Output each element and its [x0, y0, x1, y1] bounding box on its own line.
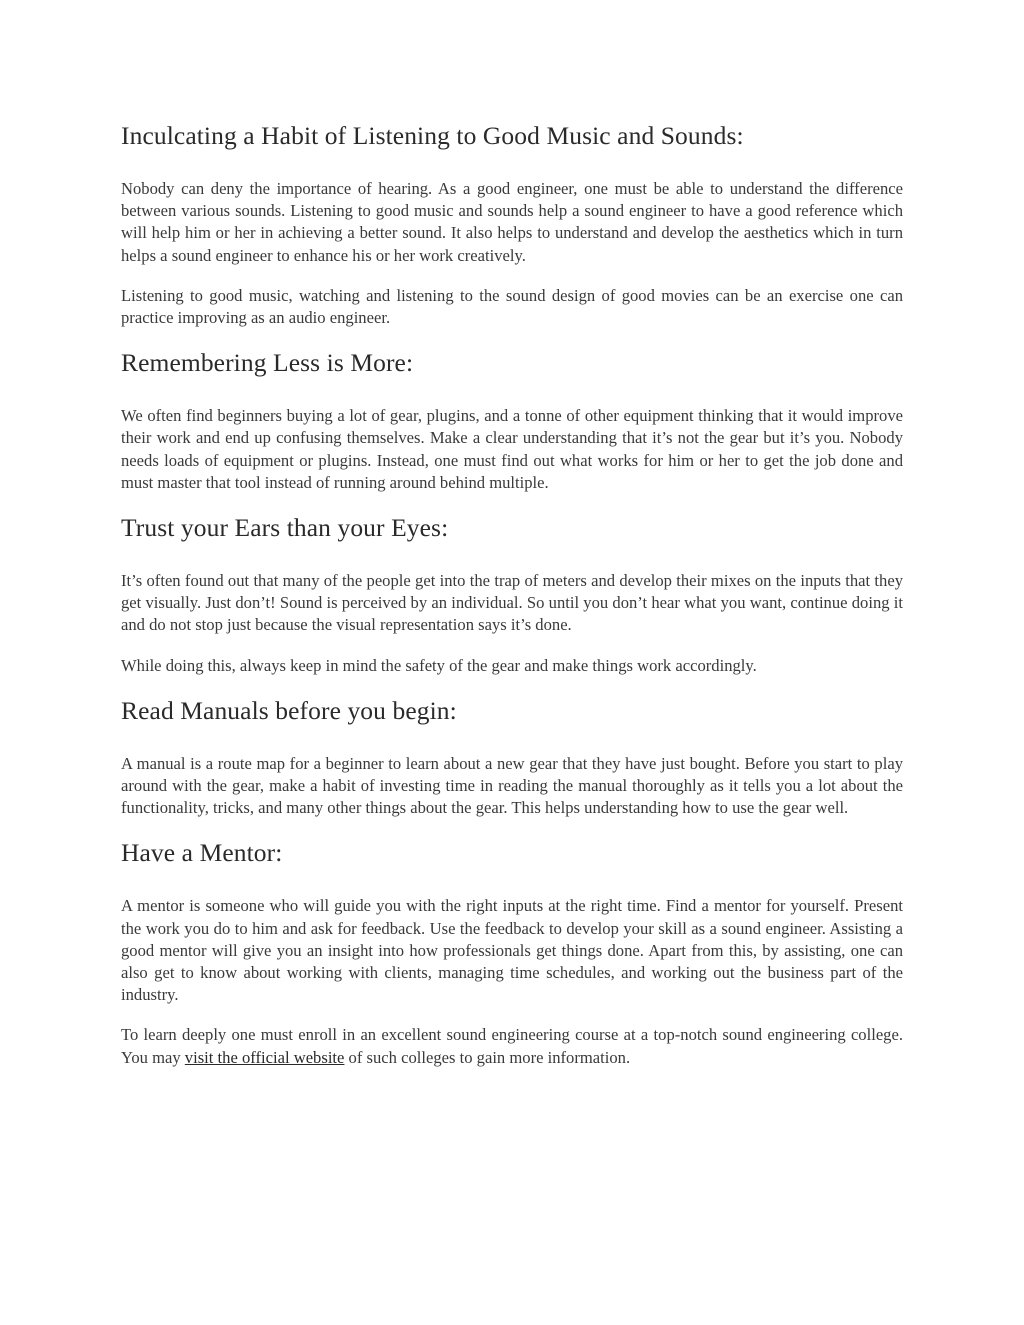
heading-trust-ears: Trust your Ears than your Eyes: [121, 513, 449, 543]
document-page [121, 118, 903, 1069]
closing-text-before-link: To learn deeply one must enroll in an excellent sound engineering course at a top-notch sound engineering college. You may [121, 1025, 903, 1067]
paragraph-gear-buying: We often find beginners buying a lot of gear, plugins, and a tonne of other equipment thinking that it would improve their work and end up confusing themselves. Make a clear understanding that it’s not the gear but it’s you. Nobody needs loads of equipment or plugins. Instead, one must find out what works for him or her to get the job done and must master that tool instead of running around behind multiple. [121, 406, 903, 492]
paragraph-meters-trap: It’s often found out that many of the people get into the trap of meters and develop their mixes on the inputs that they get visually. Just don’t! Sound is perceived by an individual. So until you don’t hear what you want, continue doing it and do not stop just because the visual representation says it’s done. [121, 571, 903, 635]
heading-read-manuals: Read Manuals before you begin: [121, 695, 457, 725]
heading-have-mentor: Have a Mentor: [121, 838, 283, 868]
official-website-link[interactable]: visit the official website [184, 1047, 345, 1067]
paragraph-gear-safety: While doing this, always keep in mind the safety of the gear and make things work accordingly. [121, 655, 757, 675]
paragraph-listening-exercise: Listening to good music, watching and listening to the sound design of good movies can be an exercise one can practice improving as an audio engineer. [121, 285, 903, 328]
heading-less-is-more: Remembering Less is More: [121, 348, 414, 378]
paragraph-closing [121, 1024, 903, 1068]
closing-text-after-link: of such colleges to gain more information. [344, 1047, 631, 1067]
paragraph-manual-route-map: A manual is a route map for a beginner to learn about a new gear that they have just bought. Before you start to play around with the gear, make a habit of investing time in reading the manual thoroughly as it tells you a lot about the functionality, tricks, and many other things about the gear. This helps understanding how to use the gear well. [121, 753, 903, 818]
paragraph-hearing-importance: Nobody can deny the importance of hearing. As a good engineer, one must be able to understand the difference between various sounds. Listening to good music and sounds help a sound engineer to have a good reference which will help him or her in achieving a better sound. It also helps to understand and develop the aesthetics which in turn helps a sound engineer to enhance his or her work creatively. [121, 179, 903, 265]
paragraph-mentor-guidance: A mentor is someone who will guide you with the right inputs at the right time. Find a mentor for yourself. Present the work you do to him and ask for feedback. Use the feedback to develop your skill as a sound engineer. Assisting a good mentor will give you an insight into how professionals get things done. Apart from this, by assisting, one can also get to know about working with clients, managing time schedules, and working out the business part of the industry. [121, 896, 903, 1005]
heading-listening-habit: Inculcating a Habit of Listening to Good Music and Sounds: [121, 121, 744, 150]
